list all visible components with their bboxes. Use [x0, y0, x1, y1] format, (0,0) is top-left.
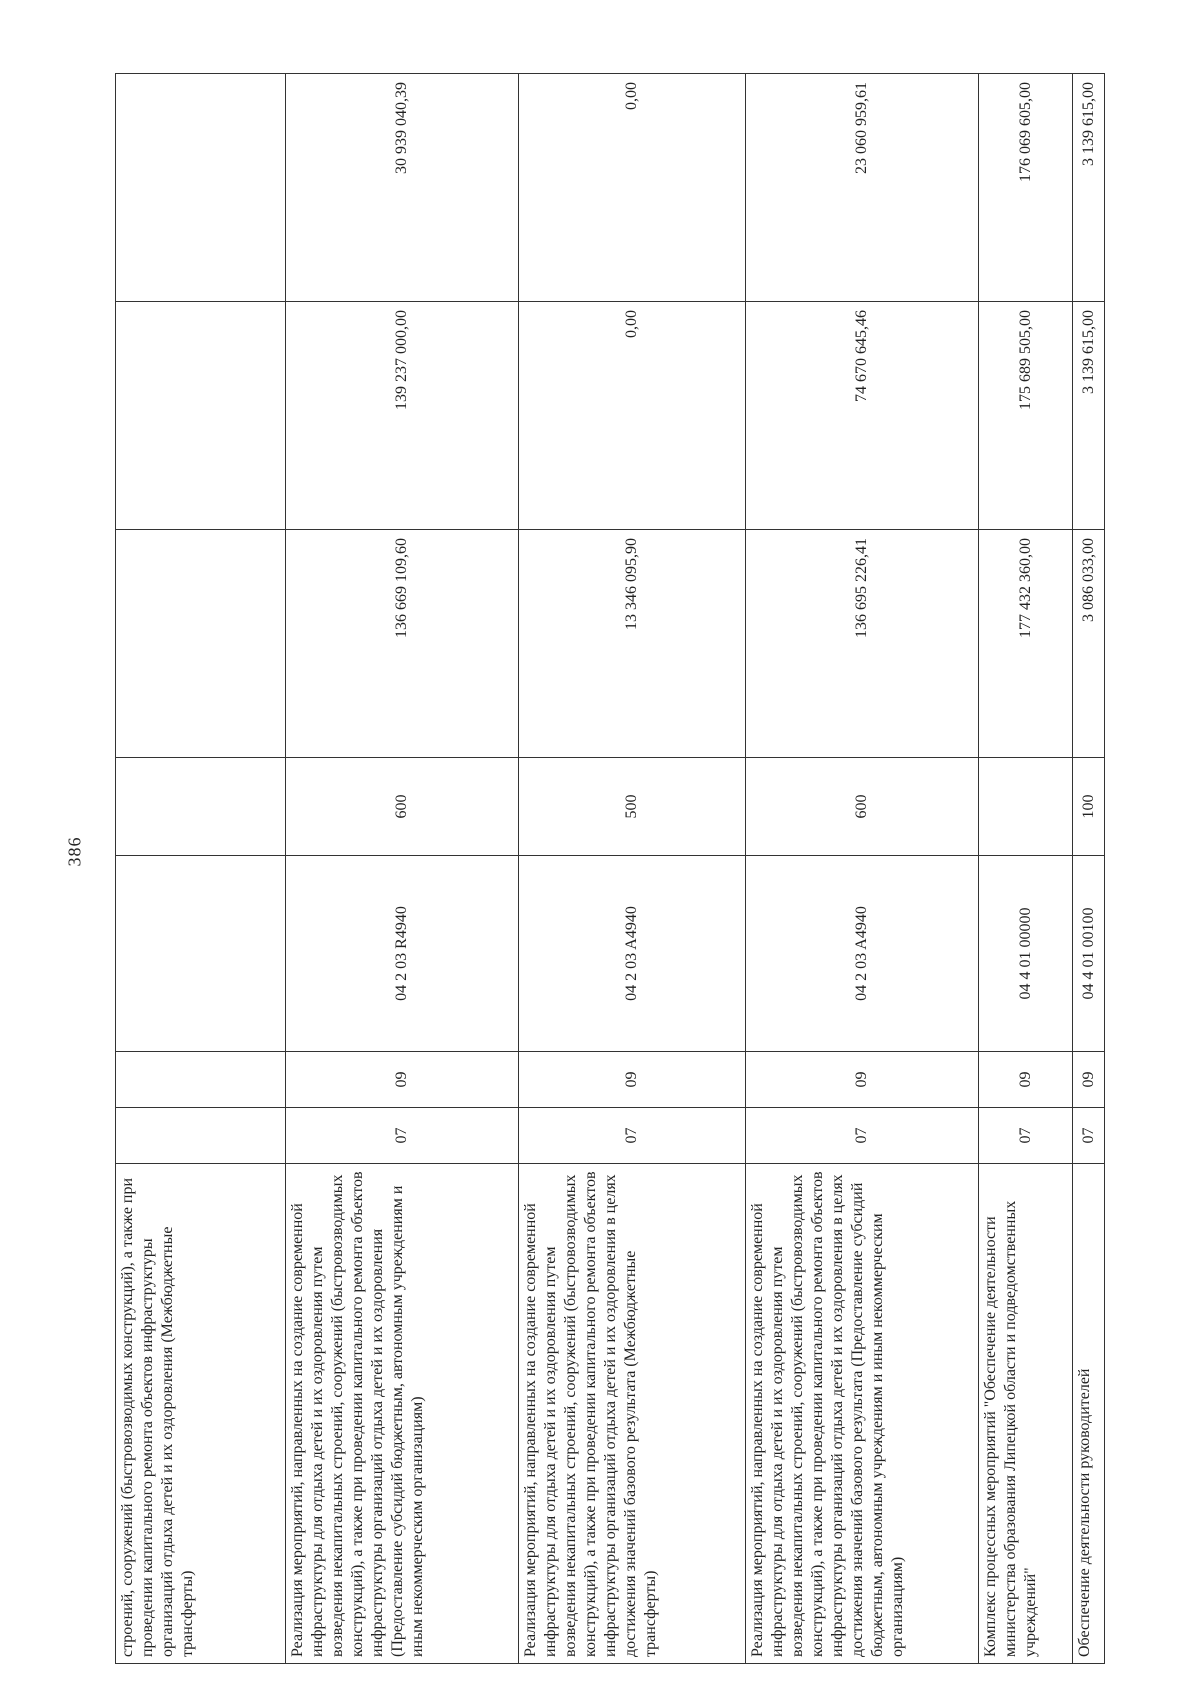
value-year-3 [116, 74, 286, 302]
table-row [286, 74, 519, 1664]
value-year-1: 136 695 226,41 [745, 530, 979, 758]
value-year-1: 3 086 033,00 [1073, 530, 1105, 758]
expense-type: 600 [286, 758, 519, 856]
value-year-3: 176 069 605,00 [979, 74, 1073, 302]
expense-type: 100 [1073, 758, 1105, 856]
value-year-1: 177 432 360,00 [979, 530, 1073, 758]
row-name: Обеспечение деятельности руководителей [1073, 1164, 1105, 1664]
subsection-code: 09 [1073, 1052, 1105, 1108]
section-code: 07 [745, 1108, 979, 1164]
value-year-3: 30 939 040,39 [286, 74, 519, 302]
target-code [116, 856, 286, 1052]
section-code: 07 [1073, 1108, 1105, 1164]
section-code: 07 [519, 1108, 746, 1164]
value-year-1: 136 669 109,60 [286, 530, 519, 758]
target-code: 04 2 03 R4940 [286, 856, 519, 1052]
expense-type: 600 [745, 758, 979, 856]
value-year-3: 3 139 615,00 [1073, 74, 1105, 302]
expense-type: 500 [519, 758, 746, 856]
subsection-code: 09 [286, 1052, 519, 1108]
subsection-code: 09 [979, 1052, 1073, 1108]
row-name: Реализация мероприятий, направленных на создание современной инфраструктуры для отдыха детей и их оздоровления путем возведения некапитальных строений, сооружений (быстровозводимых конструкций), а также при проведении капитального ремонта объектов инфраструктуры организаций отдыха детей и их оздоровления (Предоставление субсидий бюджетным, автономным учреждениям и иным некоммерческим организациям) [286, 1164, 519, 1664]
expense-type [116, 758, 286, 856]
row-name: Реализация мероприятий, направленных на создание современной инфраструктуры для отдыха детей и их оздоровления путем возведения некапитальных строений, сооружений (быстровозводимых конструкций), а также при проведении капитального ремонта объектов инфраструктуры организаций отдыха детей и их оздоровления в целях достижения значений базового результата (Межбюджетные трансферты) [519, 1164, 746, 1664]
value-year-2: 0,00 [519, 302, 746, 530]
table-row [519, 74, 746, 1664]
target-code: 04 4 01 00100 [1073, 856, 1105, 1052]
value-year-2: 74 670 645,46 [745, 302, 979, 530]
table-row [979, 74, 1073, 1664]
table-row [1073, 74, 1105, 1664]
subsection-code: 09 [519, 1052, 746, 1108]
page-number: 386 [64, 836, 85, 867]
budget-table [115, 73, 1105, 1664]
budget-table-container [115, 74, 1105, 1664]
subsection-code [116, 1052, 286, 1108]
value-year-2: 139 237 000,00 [286, 302, 519, 530]
section-code [116, 1108, 286, 1164]
table-row [116, 74, 286, 1664]
table-body [116, 74, 1105, 1664]
expense-type [979, 758, 1073, 856]
section-code: 07 [979, 1108, 1073, 1164]
target-code: 04 4 01 00000 [979, 856, 1073, 1052]
section-code: 07 [286, 1108, 519, 1164]
target-code: 04 2 03 A4940 [745, 856, 979, 1052]
value-year-2 [116, 302, 286, 530]
row-name: Комплекс процессных мероприятий "Обеспечение деятельности министерства образования Липецкой области и подведомственных учреждений" [979, 1164, 1073, 1664]
subsection-code: 09 [745, 1052, 979, 1108]
table-row [745, 74, 979, 1664]
value-year-1: 13 346 095,90 [519, 530, 746, 758]
value-year-3: 23 060 959,61 [745, 74, 979, 302]
row-name: Реализация мероприятий, направленных на создание современной инфраструктуры для отдыха детей и их оздоровления путем возведения некапитальных строений, сооружений (быстровозводимых конструкций), а также при проведении капитального ремонта объектов инфраструктуры организаций отдыха детей и их оздоровления в целях достижения значений базового результата (Предоставление субсидий бюджетным, автономным учреждениям и иным некоммерческим организациям) [745, 1164, 979, 1664]
value-year-3: 0,00 [519, 74, 746, 302]
value-year-2: 175 689 505,00 [979, 302, 1073, 530]
target-code: 04 2 03 A4940 [519, 856, 746, 1052]
row-name: строений, сооружений (быстровозводимых конструкций), а также при проведении капитального ремонта объектов инфраструктуры организаций отдыха детей и их оздоровления (Межбюджетные трансферты) [116, 1164, 286, 1664]
value-year-2: 3 139 615,00 [1073, 302, 1105, 530]
value-year-1 [116, 530, 286, 758]
